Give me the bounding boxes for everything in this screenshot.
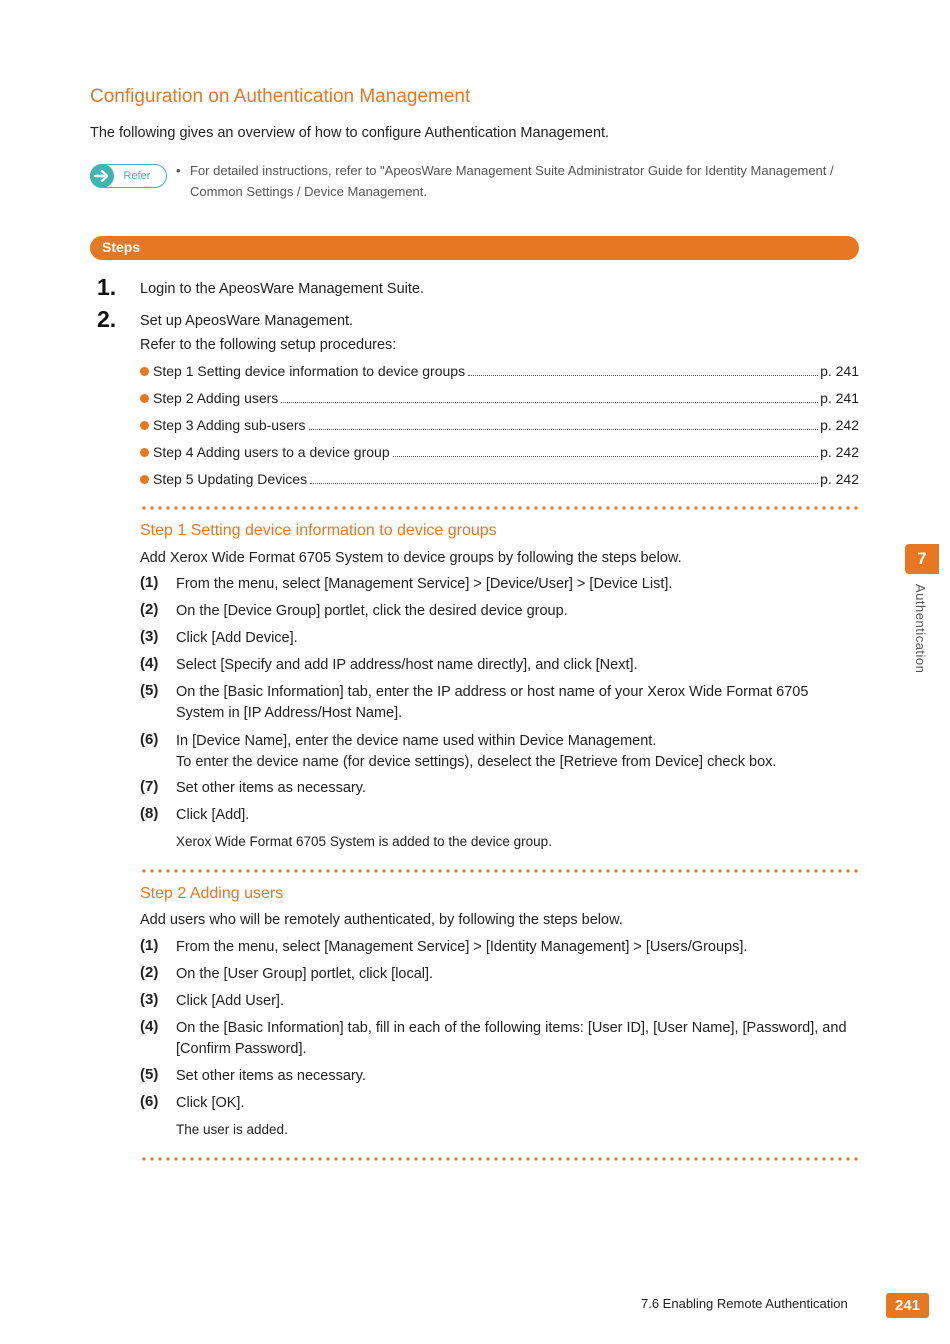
- result-text: The user is added.: [176, 1122, 288, 1137]
- toc-leader: [310, 483, 818, 484]
- arrow-right-icon: [90, 164, 114, 188]
- dotted-divider: [140, 869, 859, 873]
- step-number: 2.: [97, 306, 117, 332]
- item-text: Select [Specify and add IP address/host name directly], and click [Next].: [176, 657, 638, 673]
- section-title: Step 2 Adding users: [140, 885, 284, 902]
- item-number: (5): [140, 682, 159, 699]
- toc-label: Step 2 Adding users: [153, 390, 279, 406]
- item-number: (4): [140, 1018, 159, 1035]
- toc-leader: [281, 402, 818, 403]
- toc-page: p. 242: [820, 417, 859, 433]
- dotted-divider: [140, 506, 859, 510]
- toc-item[interactable]: [140, 390, 859, 410]
- item-text: On the [Device Group] portlet, click the desired device group.: [176, 603, 568, 619]
- page-number: 241: [886, 1293, 929, 1318]
- refer-badge: [90, 164, 167, 188]
- item-text: From the menu, select [Management Service] > [Device/User] > [Device List].: [176, 576, 673, 592]
- bullet-dot-icon: [140, 394, 149, 403]
- toc-item[interactable]: [140, 417, 859, 437]
- item-text: In [Device Name], enter the device name used within Device Management.: [176, 733, 657, 749]
- item-extra-text: To enter the device name (for device settings), deselect the [Retrieve from Device] check box.: [176, 754, 777, 770]
- item-text: Click [Add User].: [176, 993, 284, 1009]
- result-text: Xerox Wide Format 6705 System is added to the device group.: [176, 834, 552, 849]
- item-number: (6): [140, 1093, 159, 1110]
- item-text: On the [User Group] portlet, click [local].: [176, 966, 434, 982]
- toc-item[interactable]: [140, 363, 859, 383]
- item-number: (3): [140, 991, 159, 1008]
- toc-leader: [393, 456, 818, 457]
- bullet: •: [176, 163, 181, 178]
- item-text: On the [Basic Information] tab, enter the IP address or host name of your Xerox Wide Format 6705 System in [IP Address/Host Name].: [176, 684, 809, 721]
- item-text: Click [Add Device].: [176, 630, 298, 646]
- item-number: (2): [140, 964, 159, 981]
- steps-label: Steps: [102, 239, 141, 255]
- bullet-dot-icon: [140, 448, 149, 457]
- item-number: (4): [140, 655, 159, 672]
- toc-item[interactable]: [140, 444, 859, 464]
- toc-leader: [468, 375, 818, 376]
- item-number: (6): [140, 731, 159, 748]
- toc-label: Step 1 Setting device information to device groups: [153, 363, 466, 379]
- item-number: (3): [140, 628, 159, 645]
- toc-page: p. 242: [820, 471, 859, 487]
- chapter-label: Authentication: [913, 584, 928, 674]
- section-intro: Add users who will be remotely authenticated, by following the steps below.: [140, 912, 623, 928]
- item-number: (7): [140, 778, 159, 795]
- item-text: From the menu, select [Management Service] > [Identity Management] > [Users/Groups].: [176, 939, 748, 955]
- item-text: Set other items as necessary.: [176, 1068, 366, 1084]
- step-subtext: Refer to the following setup procedures:: [140, 337, 397, 353]
- item-text: Click [Add].: [176, 807, 250, 823]
- chapter-number-tab: 7: [905, 544, 939, 574]
- toc-label: Step 4 Adding users to a device group: [153, 444, 390, 460]
- item-text: On the [Basic Information] tab, fill in each of the following items: [User ID], [User Name], [Password], and [Confirm Password].: [176, 1020, 847, 1057]
- step-text: Login to the ApeosWare Management Suite.: [140, 281, 425, 297]
- page-title: Configuration on Authentication Management: [90, 86, 471, 107]
- item-text: Set other items as necessary.: [176, 780, 366, 796]
- refer-note: [176, 160, 866, 202]
- intro-text: The following gives an overview of how to configure Authentication Management.: [90, 125, 610, 141]
- item-number: (5): [140, 1066, 159, 1083]
- step-number: 1.: [97, 274, 117, 300]
- refer-note-text: For detailed instructions, refer to "ApeosWare Management Suite Administrator Guide for Identity Management / Common Settings / Device Management.: [190, 163, 834, 199]
- item-text: Click [OK].: [176, 1095, 245, 1111]
- section-intro: Add Xerox Wide Format 6705 System to device groups by following the steps below.: [140, 550, 682, 566]
- toc-item[interactable]: [140, 471, 859, 491]
- item-number: (8): [140, 805, 159, 822]
- steps-header-bar: [90, 236, 859, 260]
- step-text: Set up ApeosWare Management.: [140, 313, 354, 329]
- toc-label: Step 5 Updating Devices: [153, 471, 308, 487]
- bullet-dot-icon: [140, 367, 149, 376]
- toc-page: p. 242: [820, 444, 859, 460]
- dotted-divider: [140, 1157, 859, 1161]
- toc-label: Step 3 Adding sub-users: [153, 417, 306, 433]
- footer-section: 7.6 Enabling Remote Authentication: [641, 1296, 848, 1311]
- toc-leader: [309, 429, 819, 430]
- refer-label: Refer: [123, 170, 151, 182]
- toc-page: p. 241: [820, 363, 859, 379]
- item-number: (2): [140, 601, 159, 618]
- item-number: (1): [140, 937, 159, 954]
- toc-page: p. 241: [820, 390, 859, 406]
- section-title: Step 1 Setting device information to device groups: [140, 522, 497, 539]
- item-number: (1): [140, 574, 159, 591]
- bullet-dot-icon: [140, 475, 149, 484]
- bullet-dot-icon: [140, 421, 149, 430]
